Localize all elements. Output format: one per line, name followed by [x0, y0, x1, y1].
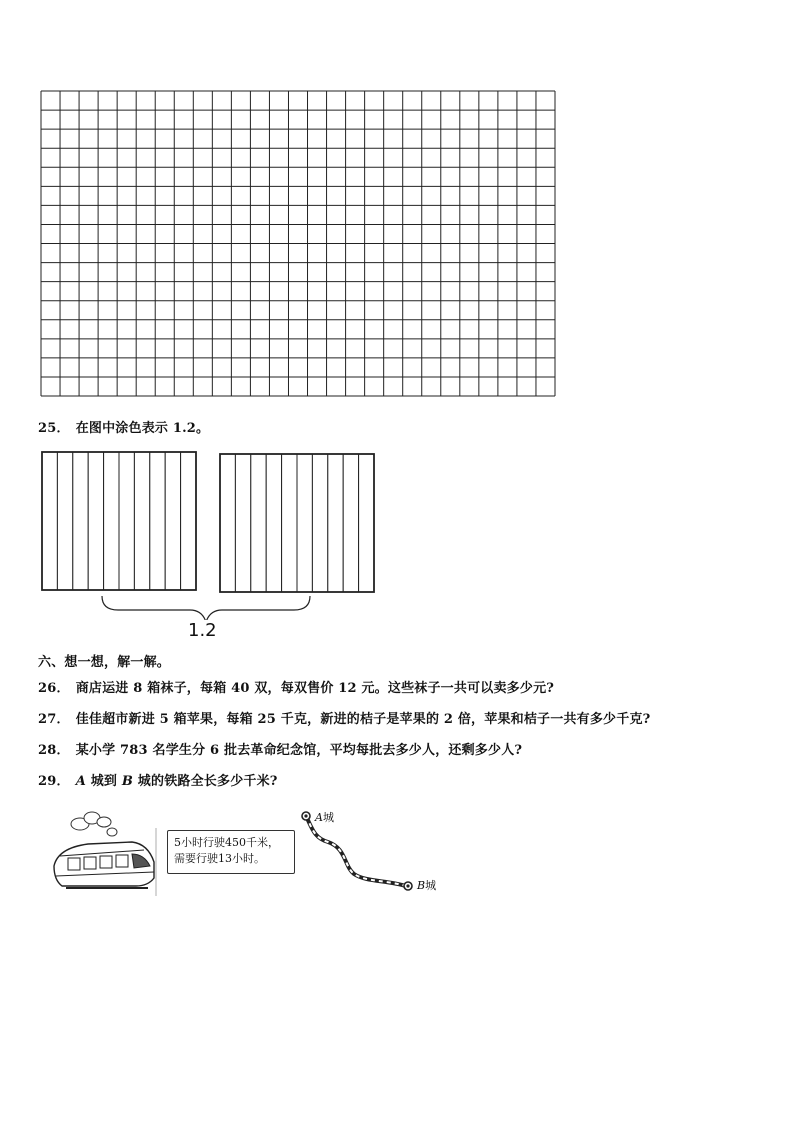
decimal-rectangles	[38, 450, 378, 620]
rect-strip[interactable]	[57, 452, 72, 590]
rect-strip[interactable]	[134, 452, 149, 590]
question-number: 25．	[38, 421, 70, 436]
rect-strip[interactable]	[165, 452, 180, 590]
question-28	[38, 739, 522, 758]
rect-strip[interactable]	[220, 454, 235, 592]
bubble-line-1: 5小时行驶450千米，	[174, 836, 279, 849]
rect-strip[interactable]	[251, 454, 266, 592]
question-number: 29．	[38, 774, 70, 789]
bubble-line-2: 需要行驶13小时。	[174, 852, 265, 865]
brace-shape	[102, 596, 310, 620]
question-25	[38, 417, 209, 436]
rect-strip[interactable]	[328, 454, 343, 592]
city-b: B	[121, 774, 134, 789]
rect-strip[interactable]	[150, 452, 165, 590]
square-grid	[40, 90, 556, 397]
rect-strip[interactable]	[73, 452, 88, 590]
railway-map	[296, 808, 416, 898]
city-a: A	[75, 774, 86, 789]
rect-strip[interactable]	[266, 454, 281, 592]
map-label-b	[417, 877, 436, 893]
question-29	[38, 770, 278, 789]
brace-label: 1.2	[188, 620, 217, 641]
rect-strip[interactable]	[297, 454, 312, 592]
question-26	[38, 677, 554, 696]
rect-strip[interactable]	[181, 452, 196, 590]
rect-strip[interactable]	[312, 454, 327, 592]
rect-strip[interactable]	[235, 454, 250, 592]
rectangle-right[interactable]	[220, 454, 374, 592]
map-label-a-letter: A	[315, 811, 323, 824]
question-text: 在图中涂色表示 1.2。	[75, 421, 210, 436]
question-number: 26．	[38, 681, 70, 696]
question-text: 商店运进 8 箱袜子，每箱 40 双，每双售价 12 元。这些袜子一共可以卖多少元?	[75, 681, 555, 696]
section-heading: 六、想一想，解一解。	[38, 655, 171, 670]
rect-strip[interactable]	[343, 454, 358, 592]
question-27	[38, 708, 650, 727]
question-text: 佳佳超市新进 5 箱苹果，每箱 25 千克，新进的桔子是苹果的 2 倍，苹果和桔子一共有多少千克?	[75, 712, 651, 727]
rect-strip[interactable]	[104, 452, 119, 590]
train-icon	[48, 808, 163, 898]
speech-bubble	[167, 830, 295, 874]
question-text: 某小学 783 名学生分 6 批去革命纪念馆，平均每批去多少人，还剩多少人?	[75, 743, 523, 758]
question-number: 27．	[38, 712, 70, 727]
question-number: 28．	[38, 743, 70, 758]
map-label-b-suffix: 城	[425, 879, 437, 892]
rect-strip[interactable]	[282, 454, 297, 592]
map-label-a-suffix: 城	[322, 811, 334, 824]
rect-strip[interactable]	[359, 454, 374, 592]
rect-strip[interactable]	[42, 452, 57, 590]
question-text-part: 城的铁路全长多少千米?	[133, 774, 278, 789]
map-label-b-letter: B	[417, 879, 426, 892]
rect-strip[interactable]	[88, 452, 103, 590]
map-label-a	[315, 809, 334, 825]
question-text-part: 城到	[86, 774, 122, 789]
rectangle-left[interactable]	[42, 452, 196, 590]
rect-strip[interactable]	[119, 452, 134, 590]
